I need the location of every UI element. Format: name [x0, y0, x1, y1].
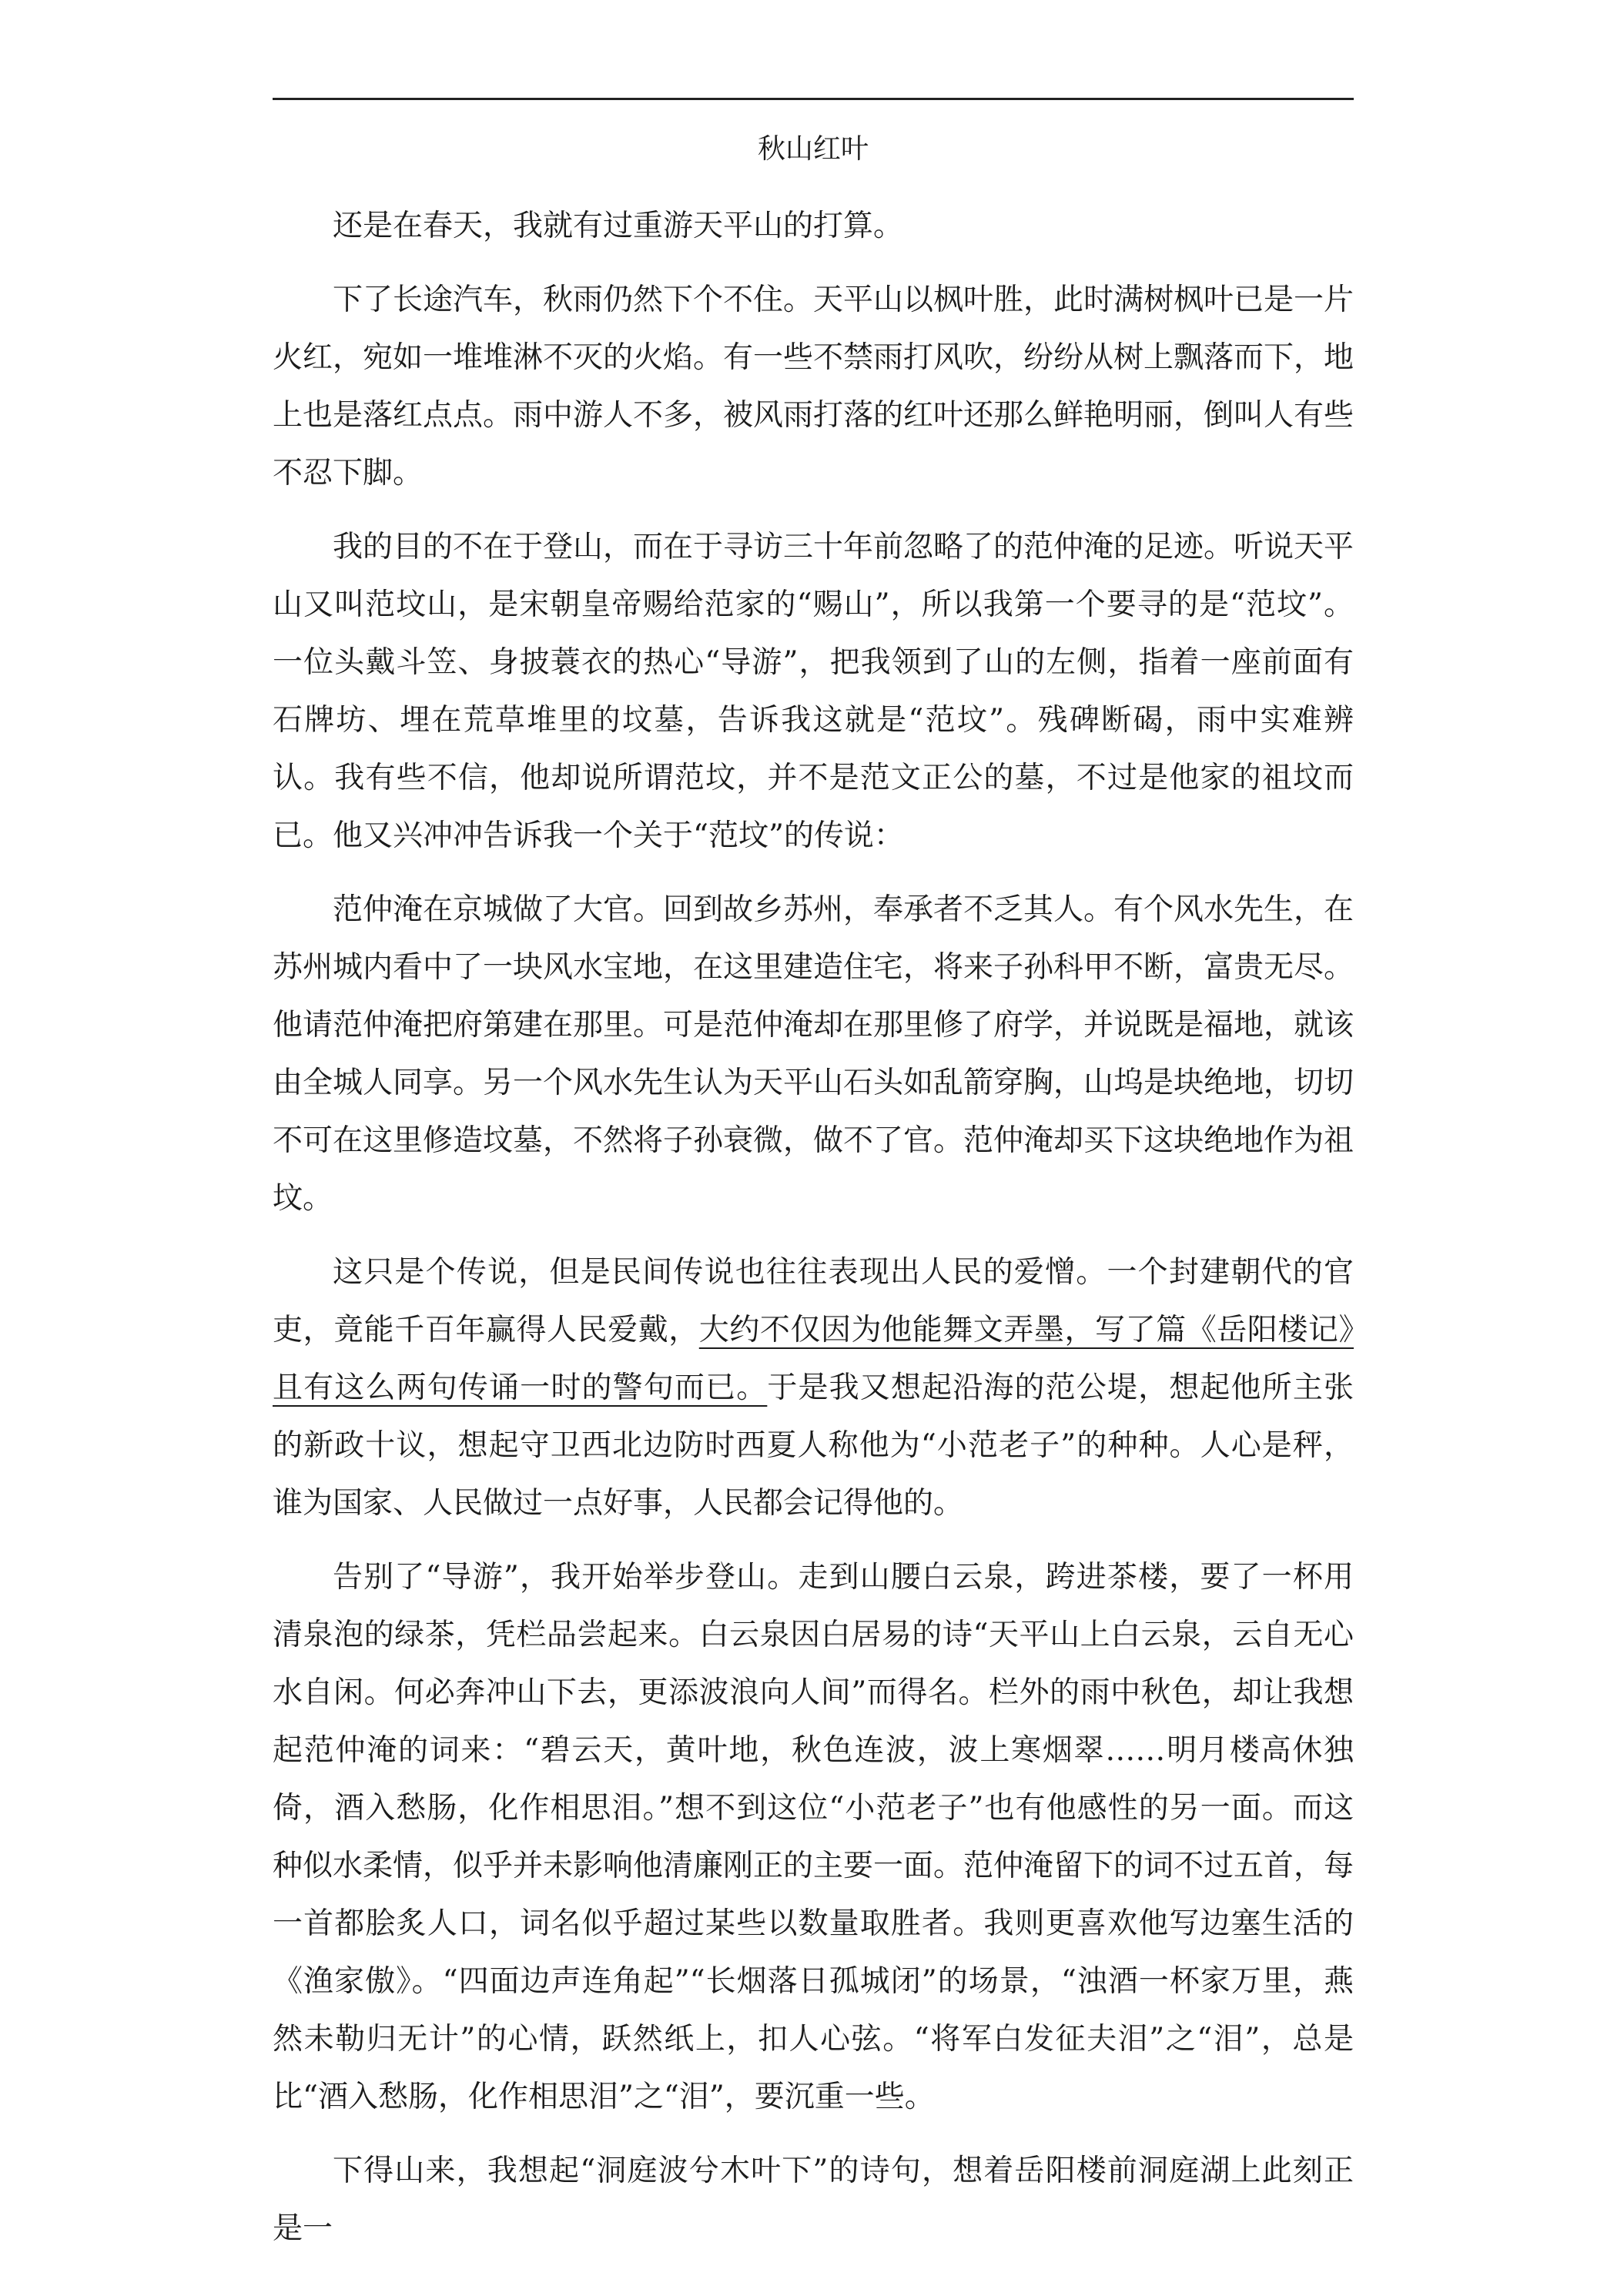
page-title: 秋山红叶 [757, 133, 869, 165]
paragraph-5-rest: 于是我又想起沿海的范公堤，想起他所主张的新政十议，想起守卫西北边防时西夏人称他为“小范老子”的种种。人心是秤，谁为国家、人民做过一点好事，人民都会记得他的。 [273, 1371, 1354, 1521]
paragraph-4: 范仲淹在京城做了大官。回到故乡苏州，奉承者不乏其人。有个风水先生，在苏州城内看中了一块风水宝地，在这里建造住宅，将来子孙科甲不断，富贵无尽。他请范仲淹把府第建在那里。可是范仲淹却在那里修了府学，并说既是福地，就该由全城人同享。另一个风水先生认为天平山石头如乱箭穿胸，山坞是块绝地，切切不可在这里修造坟墓，不然将子孙衰微，做不了官。范仲淹却买下这块绝地作为祖坟。 [273, 892, 1354, 1216]
article-body [273, 197, 1354, 2258]
paragraph-3: 我的目的不在于登山，而在于寻访三十年前忽略了的范仲淹的足迹。听说天平山又叫范坟山，是宋朝皇帝赐给范家的“赐山”，所以我第一个要寻的是“范坟”。一位头戴斗笠、身披蓑衣的热心“导游”，把我领到了山的左侧，指着一座前面有石牌坊、埋在荒草堆里的坟墓，告诉我这就是“范坟”。残碑断碣，雨中实难辨认。我有些不信，他却说所谓范坟，并不是范文正公的墓，不过是他家的祖坟而已。他又兴冲冲告诉我一个关于“范坟”的传说： [273, 530, 1354, 853]
paragraph-1: 还是在春天，我就有过重游天平山的打算。 [333, 209, 904, 243]
paragraph-5 [273, 1243, 1354, 1532]
paragraph-2: 下了长途汽车，秋雨仍然下个不住。天平山以枫叶胜，此时满树枫叶已是一片火红，宛如一堆堆淋不灭的火焰。有一些不禁雨打风吹，纷纷从树上飘落而下，地上也是落红点点。雨中游人不多，被风雨打落的红叶还那么鲜艳明丽，倒叫人有些不忍下脚。 [273, 283, 1354, 490]
paragraph-6: 告别了“导游”，我开始举步登山。走到山腰白云泉，跨进茶楼，要了一杯用清泉泡的绿茶，凭栏品尝起来。白云泉因白居易的诗“天平山上白云泉，云自无心水自闲。何必奔冲山下去，更添波浪向人间”而得名。栏外的雨中秋色，却让我想起范仲淹的词来：“碧云天，黄叶地，秋色连波，波上寒烟翠……明月楼高休独倚，酒入愁肠，化作相思泪。”想不到这位“小范老子”也有他感性的另一面。而这种似水柔情，似乎并未影响他清廉刚正的主要一面。范仲淹留下的词不过五首，每一首都脍炙人口，词名似乎超过某些以数量取胜者。我则更喜欢他写边塞生活的《渔家傲》。“四面边声连角起”“长烟落日孤城闭”的场景，“浊酒一杯家万里，燕然未勒归无计”的心情，跃然纸上，扣人心弦。“将军白发征夫泪”之“泪”，总是比“酒入愁肠，化作相思泪”之“泪”，要沉重一些。 [273, 1560, 1354, 2114]
header-rule [273, 98, 1354, 100]
underlined-sentence: 大约不仅因为他能舞文弄墨，写了篇《岳阳楼记》且有这么两句传诵一时的警句而已。 [273, 1313, 1354, 1405]
paragraph-7: 下得山来，我想起“洞庭波兮木叶下”的诗句，想着岳阳楼前洞庭湖上此刻正是一 [273, 2154, 1354, 2246]
paragraph-5-lead: 这只是个传说，但是民间传说也往往表现出人民的爱憎。一个封建朝代的官吏，竟能千百年赢得人民爱戴， [273, 1255, 1354, 1347]
